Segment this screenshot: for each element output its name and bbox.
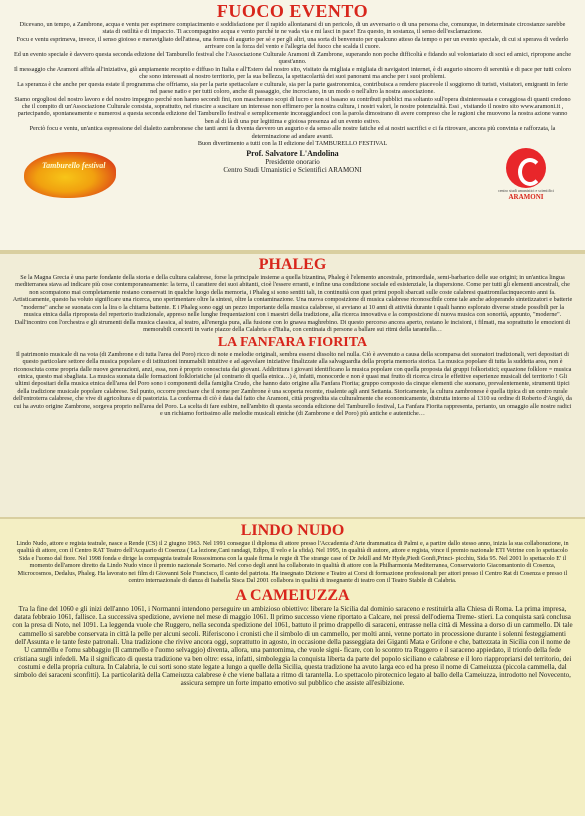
cameiuzza-title: A CAMEIUZZA [235, 586, 350, 604]
paragraph: Il messaggio che Aramoni affida all'iniziativa, già ampiamente recepito e diffuso in Italia e all'Estero dal nostro sito, visitato da migliaia e migliaia di navigatori internet, è di augurio sincero di serenità e di pace per tutti coloro che sono interessati al nostro territorio, per la sua bellezza, la spettacolarità dei suoi panorami ma anche per i suoi problemi. [14, 65, 571, 81]
paragraph: Siamo orgogliosi del nostro lavoro e del nostro impegno perché non hanno secondi fini, non mascherano scopi di lucro e non si basano su contributi pubblici ma soltanto sull'opera disinteressata e coraggiosa di quanti credono che il compito di un'Associazione Culturale consista, soprattutto, nel riuscire a suscitare un interesse non effimero per la nostra cultura, i nostri valori, le nostre potenzialità. Essi , visitando il nostro sito www.aramoni.it , partecipando, spontaneamente e numerosi a questa seconda edizione del Tamburello festival e semplicemente incoraggiandoci con la parola dimostrano di avere compreso che le ragioni che muovono la nostra azione vanno ben al di là di una pur legittima e gioiosa presenza ad un evento estivo. [14, 95, 571, 125]
phaleg-body: Se la Magna Grecia è una parte fondante della storia e della cultura calabrese, forse la principale insieme a quella bizantina, Phaleg è l'elemento ancestrale, primordiale, semi-barbarico delle sue origini; in un'antica lingua mediterranea stava ad indicare più cose contemporaneamente: la terra, il carattere dei suoi abitanti, cioè l'essere erranti, e infine una condizione sociale ed esistenziale, la dispersione. Come per tutti gli elementi ancestrali, che non scompaiono mai completamente restano conservati in qualche luogo della memoria, i Phaleg si sono sentiti tali, in continuità con quei primi popoli sbarcati sulle coste calabresi quattromilacinquecento anni fa. Artisticamente, questo ha voluto significare una ricerca, uno sperimentare oltre la sintesi, oltre la contaminazione. Una nuova composizione di musica calabrese riconoscibile come tale anche adoperando sintetizzatori e batterie "moderne" anche se suonata con la lira o la chitarra battente. E i Phaleg sono oggi un pezzo importante della musica calabrese, si avviano ai 10 anni di attività durante i quali hanno esplorato diverse strade possibili per la musica etnica dalla riproposta del repertorio tradizionale, appreso nelle lunghe frequentazioni con i maestri della tradizione, alla ricerca innovativa e la composizione di nuova musica con sonorità, appunto, "moderne". Dall'incontro con l'orchestra e gli strumenti della musica classica, al teatro, all'energia pura, alla fusione con lo gnawa maghrebino. Di questo percorso ancora aperto, restano le incisioni, i filmati, ma soprattutto le emozioni di memorabili concerti in varie piazze della Calabria e d'Italia, con centinaia di persone a ballare sui ritmi della tarantella… [12, 274, 573, 334]
paragraph: La speranza è che anche per questa estate il programma che offriamo, sia per la parte spettacolare e culturale, sia per la parte gastronomica, contribuisca a rendere piacevole il soggiorno di turisti, visitatori, emigranti in ferie nel paese natio e per tutti coloro, anche di passaggio, che incrociano, in un modo o nell'altro la nostra associazione. [17, 80, 568, 96]
paragraph: Perciò focu e ventu, un'antica espressione del dialetto zambronese che tanti anni fa diventa davvero un augurio e da senso alle nostre fatiche ed ai nostri sacrifici e ci fa ritrovare, ancora più convinta e rafforzata, la determinazione ad andare avanti. [29, 125, 556, 140]
phaleg-title: PHALEG [258, 256, 327, 273]
fuoco-evento-title: FUOCO EVENTO [216, 1, 369, 21]
phaleg-fanfara-section [0, 254, 585, 517]
signature-role: Presidente onorario [265, 157, 320, 166]
paragraph: Focu e ventu esprimeva, invece, il senso gioioso e meravigliato dell'attesa, una forma di augurio per sé e per gli altri, una sorta di benvenuto per qualcuno atteso da tempo o per un evento speciale, di cui si sperava di vederlo arrivare con la forza del vento e l'allegria del fuoco che scalda il cuore. [16, 35, 569, 51]
logo-left-text: Tamburello festival [42, 160, 106, 170]
fuoco-evento-section [0, 0, 585, 250]
tamburello-festival-logo [24, 152, 116, 198]
fuoco-evento-body [14, 21, 571, 148]
cameiuzza-body: Tra la fine del 1060 e gli inizi dell'anno 1061, i Normanni intendono perseguire un ambizioso obiettivo: liberare la Sicilia dal dominio saraceno e restituirla alla Chiesa di Roma. La prima impresa, datata febbraio 1061, fallisce. La successiva spedizione, avviene nel mese di maggio 1061. Il primo successo viene riportato a Calcare, nei pressi dell'odierna Treme- stieri. La conquista sarà conclusa con la presa di Noto, nel 1091. La leggenda vuole che Ruggero, nella seconda spedizione del 1061, battuto il primo drappello di saraceni, entrasse nella città di Messina a dorso di un cammello. Di tale cammello si sarebbe conservata in città la pelle per alcuni secoli. Riferiscono i cronisti che il simbolo di un cammello, per molti anni, venne portato in processione durante i solenni festeggiamenti dell'Assunta e le tante feste patronali. Una tradizione che rivive ancora oggi, soprattutto in agosto, in occasione della passeggiata dei Giganti Mata e Grifone e che, battezzata in Sicilia con il nome de U cammèllu e l'omu sabbaggiu (Il cammello e l'uomo selvaggio) diventa, allora, una pantomima, che vuole signi- ficare, con lo scontro tra Ruggero e il saraceno appiedato, il trionfo della fede cristiana sugli infedeli. Ma il significato di questa tradizione va ben oltre: essa, infatti, simboleggia la conquista liberta da parte del popolo siciliano e calabrese e il loro riappropriarsi del territorio, dei costumi e della propria cultura. In Calabria, le cui sorti sono state legate a lungo a quelle della Sicilia, questa tradizione ha avuto larga eco ed ha preso il nome di Cameiuzza (piccola cammella, dal simbolo dei saraceni sconfitti). La particolarità della Cameiuzza calabrese è che viene ballata a ritmo di tarantella. Lo spettacolo pirotecnico legato al ballo della Cameiuzza, introdotto nel Novecento, assicura sempre un forte impatto emotivo sul pubblico che assiste all'esibizione. [12, 604, 573, 688]
aramoni-logo-caption: centro studi umanistici e scientifici [498, 187, 554, 193]
fanfara-title: LA FANFARA FIORITA [217, 334, 368, 350]
paragraph: Dicevano, un tempo, a Zambrone, acqua e ventu per esprimere compiacimento e soddisfazione per il rapido allontanarsi di un pericolo, di un avversario o di una persona che, comunque, in determinate circostanze sarebbe stata di ostilità e di impaccio. Ti accompagnino acqua e vento purché te ne vada via e mi lasci in pace! Era questo, in sostanza, il senso dell'esclamazione. [19, 21, 566, 36]
signature-org: Centro Studi Umanistici e Scientifici ARAMONI [223, 165, 362, 174]
aramoni-logo-name: ARAMONI [508, 192, 544, 201]
aramoni-mark-icon [506, 148, 546, 188]
signature-row [14, 148, 571, 204]
aramoni-logo [497, 148, 555, 206]
signature-name: Prof. Salvatore L'Andolina [246, 148, 339, 158]
lindo-cameiuzza-section [0, 519, 585, 816]
fanfara-body: Il patrimonio musicale di na vota (di Zambrone e di tutta l'area del Poro) ricco di note e melodie originali, sembra essersi dissolto nel nulla. Ciò è avvenuto a causa della scomparsa dei suonatori tradizionali, veri depositari di questo particolare settore della musica popolare e di istituzioni innumabili intuitive e ad agevolare iniziative finalizzate alla salvaguardia della propria memoria storica. La musica popolare di tutta la suddetta area, non è riconosciuta come propria dalle nuove generazioni, anzi, essa, non è proprio conosciuta dai giovani. Addirittura i giovani identificano la musica popolare con quella proposta dai gruppi folkoristici; equazione folklore = musica etnica, questo mai sbagliata. La musica suonata dalle formazioni folkloristiche (al contrario di quella etnica…) è, infatti, monocorde e non è quasi mai frutto di ricerca circa le effettive esperienze musicali del territorio ! Gli ultimi depositari della musica etnica dell'area del Poro sono i componenti della famiglia Crudo, che hanno dato origine alla Fanfara Fiorita; gruppo composto da cinque elementi che suonano, prevalentemente, strumenti tipici della tradizione musicale popolare calabrese. Sul punto, occorre precisare che il nome per Zambrone è una scoperta recente, risalente agli anni Settanta. Storicamente, la cultura zambronese è quella tipica di un centro rurale dell'entroterra calabrese, che vive di agricoltura e di pastorizia. La conferma di ciò è data dal fatto che Aramoni, città progredita sia culturalmente che economicamente, distrutta intorno al 1310 su ordine di Roberto d'Angiò, da cui ha avuto origine Zambrone, sorgeva proprio nell'area del Poro. La scelta di fare esibire, nell'ambito di questa seconda edizione del Tamburello festival, La Fanfara Fiorita rappresenta, pertanto, un omaggio alle nostre radici e un richiamo fortissimo alle melodie musicali etniche (di Zambrone e del Poro) più antiche e autentiche… [13, 350, 572, 418]
lindo-nudo-body: Lindo Nudo, attore e regista teatrale, nasce a Rende (CS) il 2 giugno 1963. Nel 1991 consegue il diploma di attore presso l'Accademia d'Arte drammatica di Palmi e, a partire dallo stesso anno, inizia la sua collaborazione, in qualità di attore, con il Centro RAT Teatro dell'Acquario di Cosenza ( La lezione,Cani randagi, Edipo, Il velo e la sfida). Nel 1995, in qualità di autore, attore e regista, vince il premio nazionale ETI Vetrine con lo spettacolo Sida e l'uomo dal fiore. Nel 1998 fonda e dirige la compagnia teatrale Rossosimona con la quale firma le regie di The strange case of Dr Jekill and Mr Hyde,Piedi Gonfi,Princi- picchiu, Sida 95. Nel 2001 lo spettacolo E' il momento dell'amore diretto da Lindo Nudo vince il premio nazionale Scenario. Nel corso degli anni ha collaborato in qualità di attore con la Philharmonia Mediterranea, Conservatorio Giacomantonio di Cosenza, Microcosmos, Dedalus, Phaleg. Ha lavorato nei film di Giovanni Sole Francisco, Il canto del patriota. Ha insegnato Dizione e Teatro ai Corsi di formazione professionali per attori presso il Centro Rat di Cosenza e presso il centro internazionale di danza di Isabella Sisca Dal 2001 collabora in qualità di insegnante di teatro con il Teatro Stabile di Calabria. [16, 540, 569, 585]
paragraph: Ed un evento speciale è davvero questa seconda edizione del Tamburello festival che l'Associazione Culturale Aramoni di Zambrone, superando non poche difficoltà e fidando sul volontariato di soci ed amici, ripropone anche quest'anno. [14, 50, 571, 66]
closing-line: Buon divertimento a tutti con la II edizione del TAMBURELLO FESTIVAL [197, 140, 388, 148]
lindo-nudo-title: LINDO NUDO [240, 522, 345, 539]
signature-block [164, 150, 421, 174]
